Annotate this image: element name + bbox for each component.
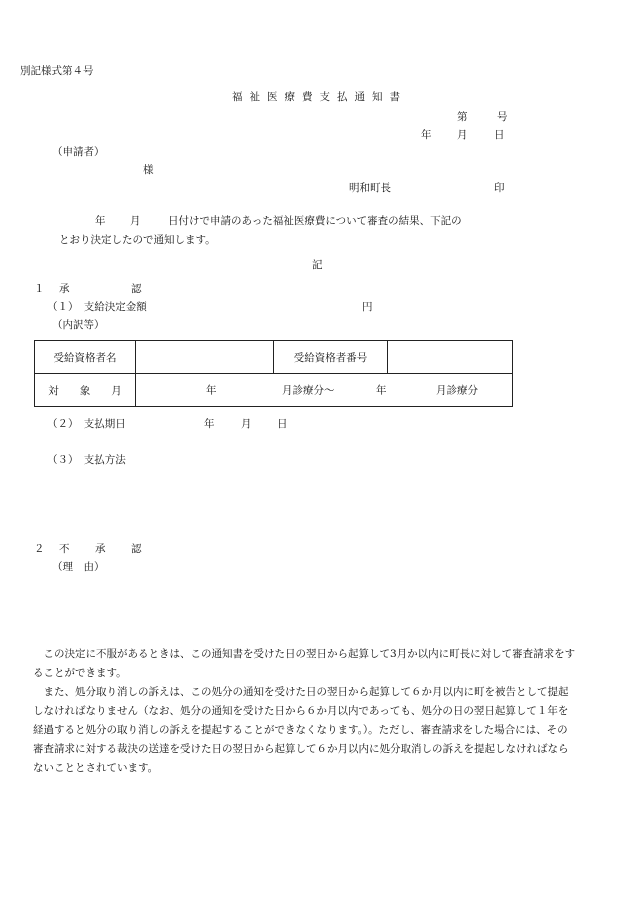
recipient-number-label: 受給資格者番号 [274,341,388,374]
issuer-name: 明和町長 [349,182,391,194]
payment-date-label: （２） 支払期日 [47,418,126,430]
table-row [35,341,513,374]
target-month-label: 対 象 月 [35,374,136,407]
section2-heading-a: 不 [59,543,70,555]
reason-label: （理 由） [52,561,105,573]
payment-date-day: 日 [277,418,288,430]
recipient-name-value [136,341,274,374]
doc-number-go: 号 [497,111,508,123]
breakdown-label: （内訳等） [52,319,105,331]
breakdown-table [34,340,513,407]
recipient-number-value [388,341,513,374]
payment-amount-label: （１） 支給決定金額 [47,301,147,313]
section2-heading-b: 承 [95,543,106,555]
period-year-1: 年 [206,384,217,397]
applicant-sama: 様 [143,164,154,176]
applicant-label: （申請者） [52,146,105,158]
notice-paragraph-2: また、処分取り消しの訴えは、この処分の通知を受けた日の翌日から起算して６か月以内に町を被告として提起しなければなりません（なお、処分の通知を受けた日から６か月以内であっても、処分の日の翌日起算して１年を経過すると処分の取り消しの訴えを提起することができなくなります。）。ただし、審査請求をした場合には、その審査請求に対する裁決の送達を受けた日の翌日から起算して６か月以内に処分取消しの訴えを提起しなければならないこととされています。 [33,686,569,774]
payment-amount-unit: 円 [362,301,373,313]
date-day: 日 [494,129,505,141]
notice-paragraph-1: この決定に不服があるときは、この通知書を受けた日の翌日から起算して3月か以内に町長に対して審査請求をすることができます。 [33,648,576,679]
period-year-2: 年 [376,384,387,397]
section1-heading-b: 認 [131,283,142,295]
target-month-period [136,374,513,407]
period-from: 月診療分～ [282,384,335,397]
intro-month: 月 [130,215,141,227]
intro-line1-text: 日付けで申請のあった福祉医療費について審査の結果、下記の [168,215,462,227]
payment-date-month: 月 [241,418,252,430]
section1-heading-a: 承 [59,283,70,295]
section2-heading-c: 認 [131,543,142,555]
form-number: 別記様式第４号 [20,65,94,77]
doc-number-dai: 第 [457,111,468,123]
table-row [35,374,513,407]
date-month: 月 [457,129,468,141]
section2-number: ２ [34,543,45,555]
payment-method-label: （３） 支払方法 [47,454,126,466]
intro-line2-text: とおり決定したので通知します。 [59,234,216,246]
date-year: 年 [421,129,432,141]
section1-number: １ [34,283,45,295]
issuer-seal: 印 [494,182,505,194]
ki-heading: 記 [312,259,323,271]
recipient-name-label: 受給資格者名 [35,341,136,374]
payment-date-year: 年 [204,418,215,430]
document-title: 福祉医療費支払通知書 [232,91,407,103]
period-to: 月診療分 [436,384,478,397]
intro-year: 年 [95,215,106,227]
